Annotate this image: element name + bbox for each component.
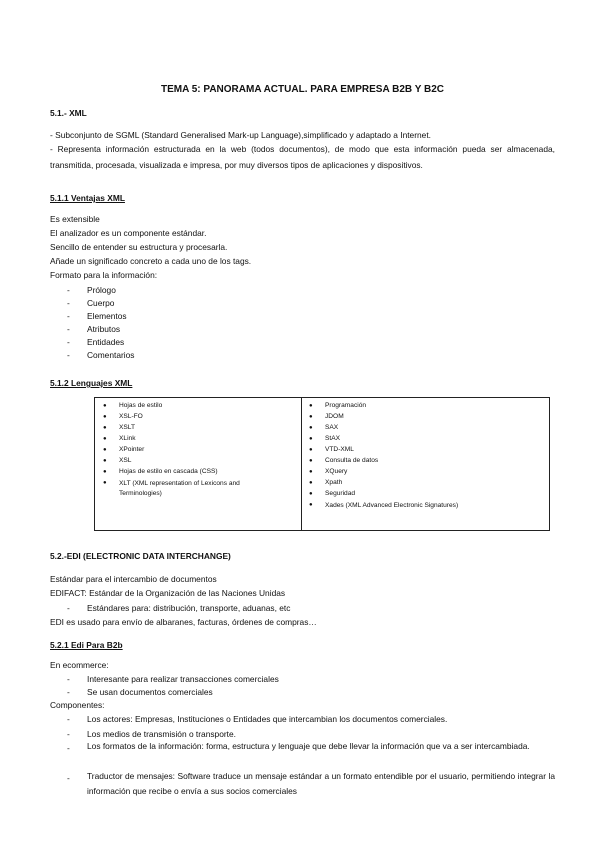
table-cell: Consulta de datos xyxy=(325,457,379,464)
table-cell: Hojas de estilo en cascada (CSS) xyxy=(119,468,218,475)
table-cell: XSL-FO xyxy=(119,413,143,420)
list-item: Los formatos de la información: forma, estructura y lenguaje que debe llevar la información que va a ser intercambiada. xyxy=(87,741,530,751)
ecommerce-label: En ecommerce: xyxy=(50,660,109,670)
table-cell: XLink xyxy=(119,435,136,442)
table-cell: XSLT xyxy=(119,424,136,431)
table-cell: XLT (XML representation of Lexicons and Terminologies) xyxy=(119,480,240,497)
bullet-dot: ● xyxy=(103,469,107,475)
bullet-dot: ● xyxy=(103,414,107,420)
bullet-dot: ● xyxy=(309,414,313,420)
table-cell: JDOM xyxy=(325,413,344,420)
section-heading-ventajas: 5.1.1 Ventajas XML xyxy=(50,193,125,203)
bullet-dot: ● xyxy=(309,425,313,431)
bullet-dot: ● xyxy=(309,502,313,508)
list-dash: - xyxy=(67,350,70,360)
bullet-dot: ● xyxy=(309,403,313,409)
ventaja-line: Formato para la información: xyxy=(50,270,158,280)
table-cell: Programación xyxy=(325,402,367,409)
bullet-dot: ● xyxy=(309,447,313,453)
list-item: Se usan documentos comerciales xyxy=(87,687,213,697)
section-heading-edi-b2b: 5.2.1 Edi Para B2b xyxy=(50,640,123,650)
list-item: Estándares para: distribución, transporte, aduanas, etc xyxy=(87,603,291,613)
bullet-dot: ● xyxy=(103,480,107,486)
bullet-dot: ● xyxy=(103,425,107,431)
list-item: Cuerpo xyxy=(87,298,115,308)
section-heading-lenguajes: 5.1.2 Lenguajes XML xyxy=(50,378,133,388)
list-dash: - xyxy=(67,311,70,321)
list-dash: - xyxy=(67,773,70,783)
list-item: Traductor de mensajes: Software traduce un mensaje estándar a un formato entendible por el usuario, permitiendo integrar la información que recibe o envía a sus socios comerciales xyxy=(87,771,555,796)
paragraph-sgml: - Subconjunto de SGML (Standard Generalised Mark-up Language),simplificado y adaptado a Internet. xyxy=(50,130,431,140)
list-dash: - xyxy=(67,298,70,308)
edi-line: Estándar para el intercambio de documentos xyxy=(50,574,217,584)
paragraph-representa: - Representa información estructurada en la web (todos documentos), de modo que esta información pueda ser almacenada, transmitida, procesada, visualizada e impresa, por muy diversos tipos de aplicaciones y dispositivos. xyxy=(50,144,555,170)
table-cell: XPointer xyxy=(119,446,145,453)
bullet-dot: ● xyxy=(309,491,313,497)
bullet-dot: ● xyxy=(309,458,313,464)
table-cell: XQuery xyxy=(325,468,348,475)
list-item: Interesante para realizar transacciones comerciales xyxy=(87,674,279,684)
bullet-dot: ● xyxy=(103,403,107,409)
table-cell: Xpath xyxy=(325,479,343,486)
list-dash: - xyxy=(67,714,70,724)
section-heading-xml: 5.1.- XML xyxy=(50,108,87,118)
bullet-dot: ● xyxy=(103,458,107,464)
list-item: Prólogo xyxy=(87,285,116,295)
bullet-dot: ● xyxy=(309,436,313,442)
table-cell: Seguridad xyxy=(325,490,356,497)
lenguajes-table xyxy=(94,397,550,531)
section-heading-edi: 5.2.-EDI (ELECTRONIC DATA INTERCHANGE) xyxy=(50,551,231,561)
list-dash: - xyxy=(67,324,70,334)
bullet-dot: ● xyxy=(309,480,313,486)
list-item: Atributos xyxy=(87,324,121,334)
list-item: Los medios de transmisión o transporte. xyxy=(87,729,236,739)
list-dash: - xyxy=(67,337,70,347)
table-cell: StAX xyxy=(325,435,341,442)
list-dash: - xyxy=(67,603,70,613)
list-item: Comentarios xyxy=(87,350,135,360)
bullet-dot: ● xyxy=(103,436,107,442)
edi-line: EDIFACT: Estándar de la Organización de las Naciones Unidas xyxy=(50,588,286,598)
document-title: TEMA 5: PANORAMA ACTUAL. PARA EMPRESA B2B Y B2C xyxy=(161,84,444,95)
table-cell: VTD-XML xyxy=(325,446,354,453)
bullet-dot: ● xyxy=(309,469,313,475)
bullet-dot: ● xyxy=(103,447,107,453)
table-cell: Xades (XML Advanced Electronic Signatures) xyxy=(325,502,459,509)
ventaja-line: Añade un significado concreto a cada uno de los tags. xyxy=(50,256,252,266)
componentes-label: Componentes: xyxy=(50,700,105,710)
edi-line: EDI es usado para envío de albaranes, facturas, órdenes de compras… xyxy=(50,617,317,627)
ventaja-line: Es extensible xyxy=(50,214,100,224)
list-dash: - xyxy=(67,729,70,739)
list-item: Entidades xyxy=(87,337,125,347)
list-dash: - xyxy=(67,674,70,684)
list-dash: - xyxy=(67,687,70,697)
table-cell: Hojas de estilo xyxy=(119,402,163,409)
list-item: Elementos xyxy=(87,311,127,321)
table-cell: SAX xyxy=(325,424,339,431)
list-dash: - xyxy=(67,743,70,753)
ventaja-line: El analizador es un componente estándar. xyxy=(50,228,207,238)
list-item: Los actores: Empresas, Instituciones o Entidades que intercambian los documentos comerciales. xyxy=(87,714,448,724)
list-dash: - xyxy=(67,285,70,295)
table-cell: XSL xyxy=(119,457,132,464)
table-divider xyxy=(301,398,302,530)
ventaja-line: Sencillo de entender su estructura y procesarla. xyxy=(50,242,228,252)
